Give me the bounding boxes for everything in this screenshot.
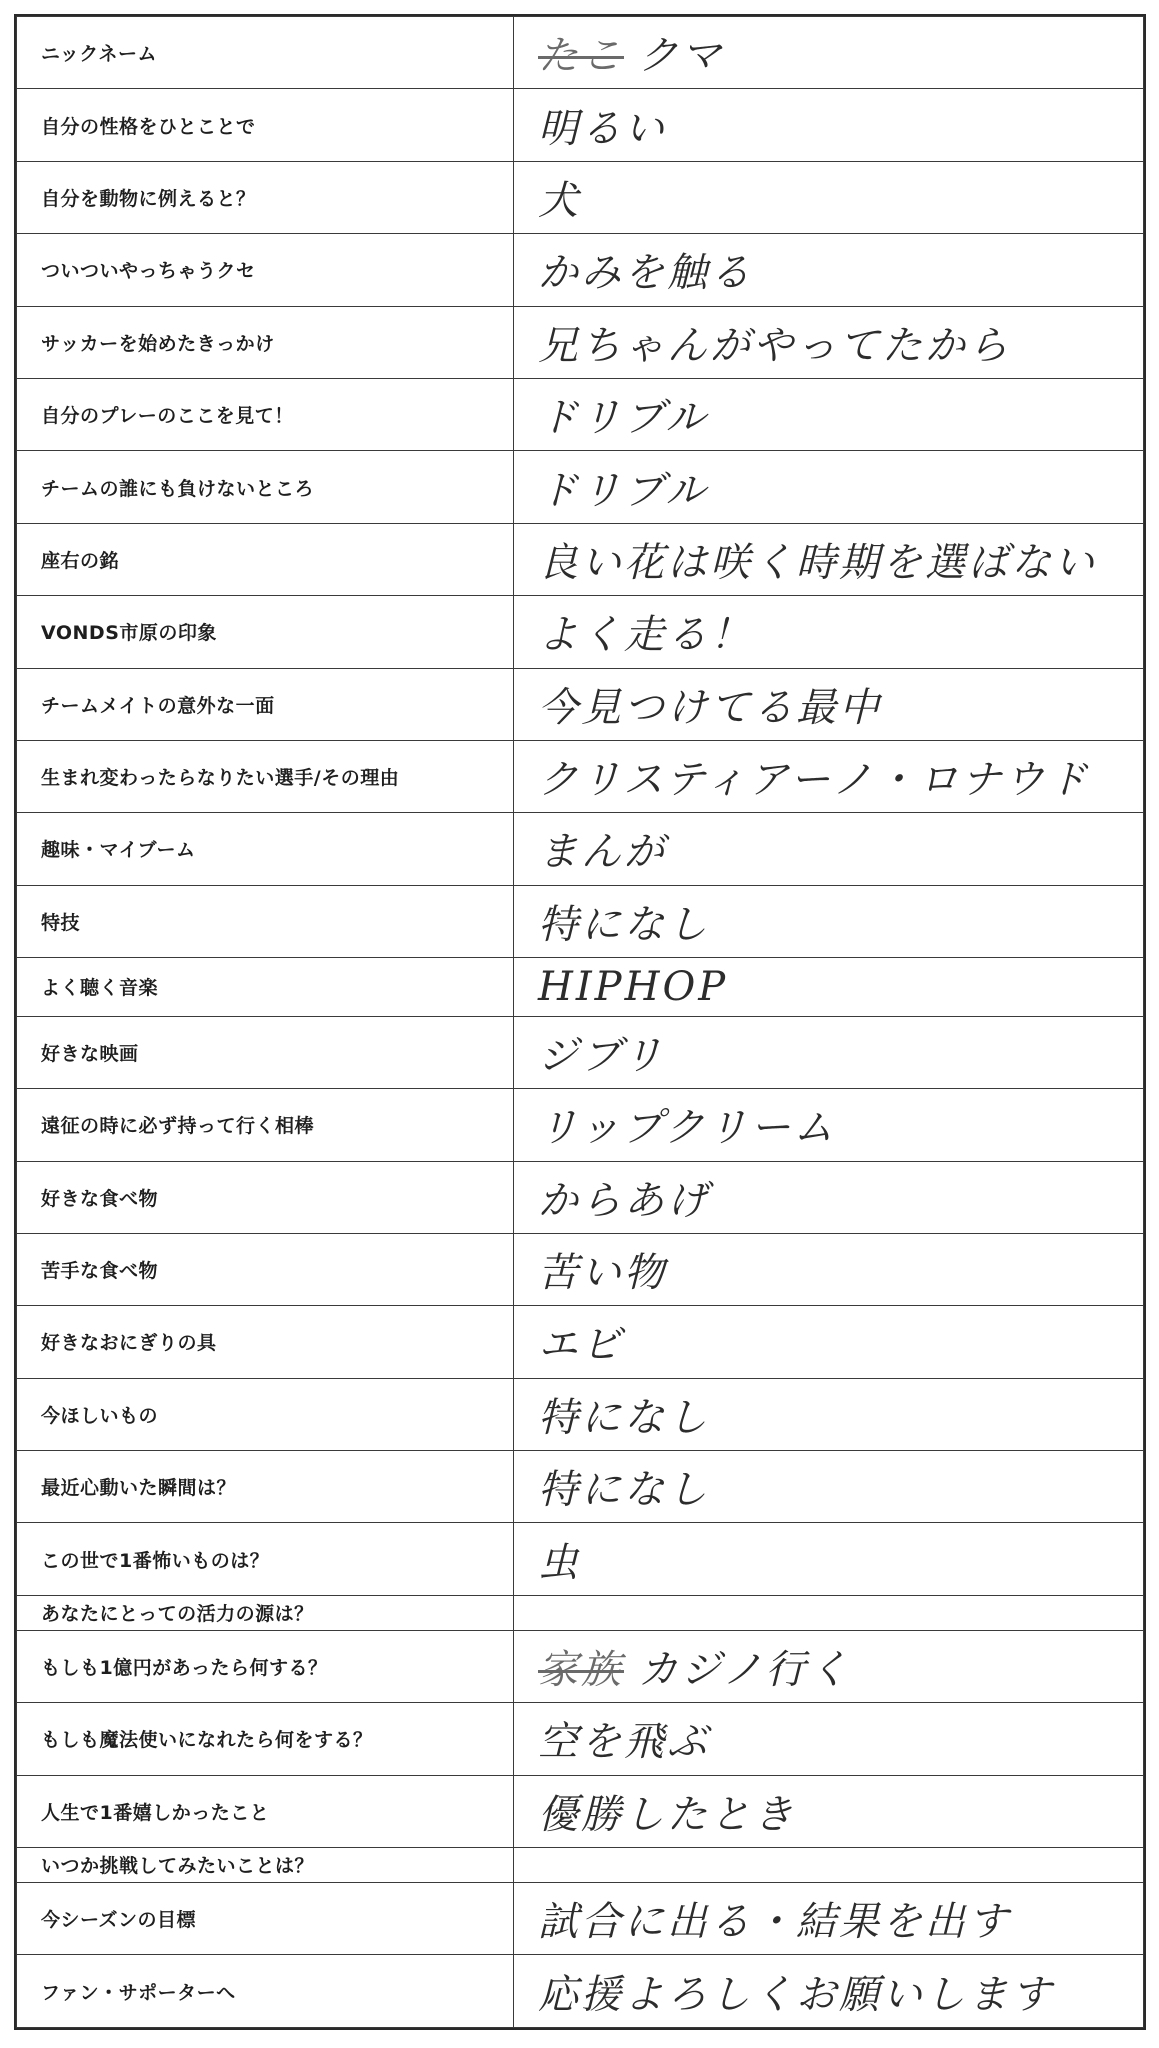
handwritten-answer: 良い花は咲く時期を選ばない xyxy=(514,523,1144,595)
question-label: 生まれ変わったらなりたい選手/その理由 xyxy=(17,740,514,812)
handwritten-answer: リップクリーム xyxy=(514,1089,1144,1161)
handwritten-answer: 苦い物 xyxy=(514,1233,1144,1305)
table-row xyxy=(17,89,1144,161)
answer-text: カジノ行く xyxy=(638,1646,852,1693)
question-label: いつか挑戦してみたいことは？ xyxy=(17,1847,514,1882)
table-row xyxy=(17,451,1144,523)
handwritten-answer: ドリブル xyxy=(514,378,1144,450)
table-row xyxy=(17,1882,1144,1954)
handwritten-answer xyxy=(514,1847,1144,1882)
questionnaire-sheet xyxy=(14,14,1146,2030)
handwritten-answer: エビ xyxy=(514,1306,1144,1378)
question-label: VONDS市原の印象 xyxy=(17,596,514,668)
handwritten-answer: 特になし xyxy=(514,1451,1144,1523)
question-label: 特技 xyxy=(17,885,514,957)
table-row xyxy=(17,668,1144,740)
questionnaire-table xyxy=(16,16,1144,2028)
handwritten-answer: 兄ちゃんがやってたから xyxy=(514,306,1144,378)
table-row xyxy=(17,1595,1144,1630)
table-row xyxy=(17,1161,1144,1233)
question-label: 苦手な食べ物 xyxy=(17,1233,514,1305)
handwritten-answer: 空を飛ぶ xyxy=(514,1703,1144,1775)
handwritten-answer: 虫 xyxy=(514,1523,1144,1595)
handwritten-answer: 明るい xyxy=(514,89,1144,161)
question-label: 好きな食べ物 xyxy=(17,1161,514,1233)
handwritten-answer: からあげ xyxy=(514,1161,1144,1233)
handwritten-answer: クリスティアーノ・ロナウド xyxy=(514,740,1144,812)
handwritten-answer: かみを触る xyxy=(514,234,1144,306)
table-row xyxy=(17,523,1144,595)
table-row xyxy=(17,885,1144,957)
handwritten-answer xyxy=(514,17,1144,89)
table-row xyxy=(17,1703,1144,1775)
table-row xyxy=(17,161,1144,233)
table-row xyxy=(17,1775,1144,1847)
question-label: 座右の銘 xyxy=(17,523,514,595)
handwritten-answer: HIPHOP xyxy=(514,958,1144,1017)
table-row xyxy=(17,17,1144,89)
question-label: ついついやっちゃうクセ xyxy=(17,234,514,306)
question-label: 人生で1番嬉しかったこと xyxy=(17,1775,514,1847)
table-row xyxy=(17,234,1144,306)
table-row xyxy=(17,1847,1144,1882)
handwritten-answer: よく走る！ xyxy=(514,596,1144,668)
question-label: よく聴く音楽 xyxy=(17,958,514,1017)
table-row xyxy=(17,1630,1144,1702)
table-row xyxy=(17,740,1144,812)
table-row xyxy=(17,1451,1144,1523)
handwritten-answer: 応援よろしくお願いします xyxy=(514,1955,1144,2028)
table-row xyxy=(17,1016,1144,1088)
question-label: 好きなおにぎりの具 xyxy=(17,1306,514,1378)
handwritten-answer: ジブリ xyxy=(514,1016,1144,1088)
table-row xyxy=(17,306,1144,378)
question-label: 自分を動物に例えると？ xyxy=(17,161,514,233)
question-label: 自分の性格をひとことで xyxy=(17,89,514,161)
question-label: 趣味・マイブーム xyxy=(17,813,514,885)
question-label: チームの誰にも負けないところ xyxy=(17,451,514,523)
crossed-out-text: たこ xyxy=(538,33,624,80)
question-label: サッカーを始めたきっかけ xyxy=(17,306,514,378)
question-label: 好きな映画 xyxy=(17,1016,514,1088)
question-label: ニックネーム xyxy=(17,17,514,89)
question-label: 今ほしいもの xyxy=(17,1378,514,1450)
table-row xyxy=(17,958,1144,1017)
table-row xyxy=(17,1089,1144,1161)
table-row xyxy=(17,1378,1144,1450)
handwritten-answer: 試合に出る・結果を出す xyxy=(514,1882,1144,1954)
table-row xyxy=(17,1306,1144,1378)
handwritten-answer: まんが xyxy=(514,813,1144,885)
question-label: ファン・サポーターへ xyxy=(17,1955,514,2028)
question-label: 最近心動いた瞬間は？ xyxy=(17,1451,514,1523)
handwritten-answer xyxy=(514,1630,1144,1702)
question-label: この世で1番怖いものは？ xyxy=(17,1523,514,1595)
question-label: 自分のプレーのここを見て！ xyxy=(17,378,514,450)
handwritten-answer: 特になし xyxy=(514,1378,1144,1450)
table-row xyxy=(17,1523,1144,1595)
handwritten-answer: 優勝したとき xyxy=(514,1775,1144,1847)
table-row xyxy=(17,596,1144,668)
table-row xyxy=(17,378,1144,450)
question-label: もしも魔法使いになれたら何をする？ xyxy=(17,1703,514,1775)
handwritten-answer: 犬 xyxy=(514,161,1144,233)
handwritten-answer: 特になし xyxy=(514,885,1144,957)
question-label: 今シーズンの目標 xyxy=(17,1882,514,1954)
table-row xyxy=(17,1955,1144,2028)
question-label: もしも1億円があったら何する？ xyxy=(17,1630,514,1702)
question-label: 遠征の時に必ず持って行く相棒 xyxy=(17,1089,514,1161)
answer-text: クマ xyxy=(638,33,724,80)
question-label: チームメイトの意外な一面 xyxy=(17,668,514,740)
table-row xyxy=(17,1233,1144,1305)
table-row xyxy=(17,813,1144,885)
question-label: あなたにとっての活力の源は？ xyxy=(17,1595,514,1630)
crossed-out-text: 家族 xyxy=(538,1646,624,1693)
handwritten-answer: 今見つけてる最中 xyxy=(514,668,1144,740)
handwritten-answer xyxy=(514,1595,1144,1630)
handwritten-answer: ドリブル xyxy=(514,451,1144,523)
